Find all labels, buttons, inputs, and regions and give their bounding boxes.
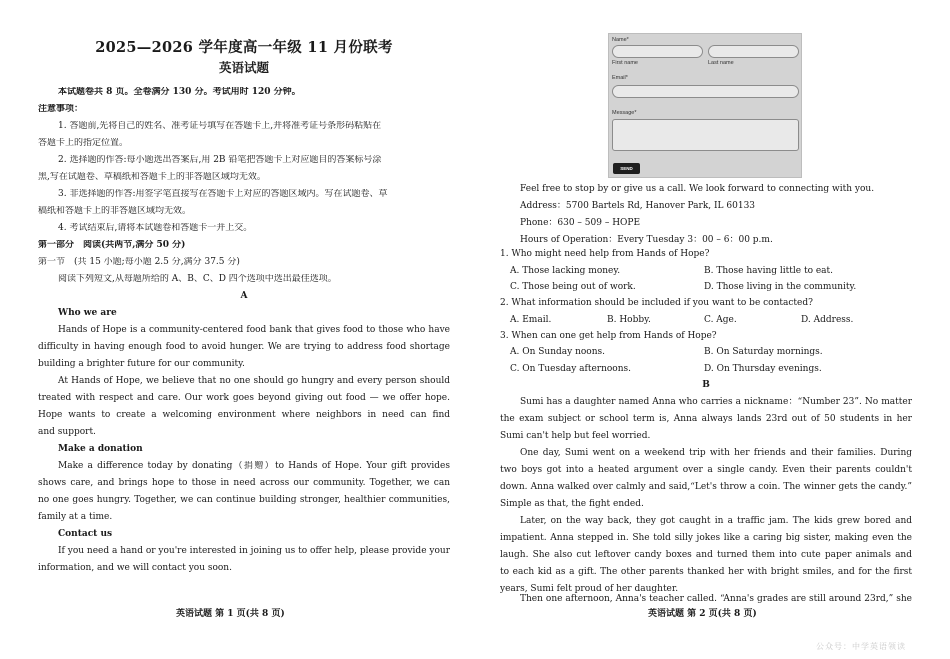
- passage-line: Simple as that, the fight ended.: [500, 499, 644, 509]
- q2-option-a: A. Email.: [510, 315, 552, 325]
- passage-line: One day, Sumi went on a weekend trip with her friends and their families. During: [520, 448, 912, 458]
- passage-line: building a brighter future for our community.: [38, 359, 245, 369]
- part-heading: 第一部分 阅读(共两节,满分 50 分): [38, 240, 186, 250]
- passage-line: Make a difference today by donating（捐赠）to Hands of Hope. Your gift provides: [58, 461, 450, 471]
- passage-line: shows care, and brings hope to those in need across our community. Together, we can: [38, 478, 450, 488]
- q1-option-a: A. Those lacking money.: [510, 266, 621, 276]
- passage-line: Later, on the way back, they got caught in a traffic jam. The kids grew bored and: [520, 516, 912, 526]
- notice-line: 2. 选择题的作答:每小题选出答案后,用 2B 铅笔把答题卡上对应题目的答案标号涂: [58, 155, 382, 165]
- passage-line: difficulty in having enough food to avoid hunger. We are trying to address food shortage: [38, 342, 450, 352]
- first-name-label: First name: [612, 60, 638, 66]
- notice-line: 黑,写在试题卷、草稿纸和答题卡上的非答题区域均无效。: [38, 172, 266, 182]
- email-label: Email*: [612, 75, 628, 81]
- passage-line: If you need a hand or you're interested in joining us to offer help, please provide your: [58, 546, 450, 556]
- name-label: Name*: [612, 37, 629, 43]
- notice-line: 答题卡上的指定位置。: [38, 138, 129, 148]
- passage-line: treated with respect and care. Our work goes beyond giving out food — we offer hope.: [38, 393, 450, 403]
- passage-line: Hope wants to create a welcoming environment where neighbors in need can find: [38, 410, 450, 420]
- question-3: 3. When can one get help from Hands of Hope?: [500, 331, 717, 341]
- last-name-field: [708, 45, 799, 58]
- passage-line: and support.: [38, 427, 96, 437]
- address-line: Address：5700 Bartels Rd, Hanover Park, IL 60133: [520, 201, 756, 211]
- passage-line: Sumi can't help but feel worried.: [500, 431, 651, 441]
- passage-line: Feel free to stop by or give us a call. We look forward to connecting with you.: [520, 184, 875, 194]
- hours-line: Hours of Operation：Every Tuesday 3：00 – 6：00 p.m.: [520, 235, 773, 245]
- section-heading: 第一节 (共 15 小题;每小题 2.5 分,满分 37.5 分): [38, 257, 240, 267]
- page-footer-1: 英语试题 第 1 页(共 8 页): [176, 609, 285, 619]
- passage-line: Then one afternoon, Anna's teacher called. “Anna's grades are still around 23rd,” she: [520, 594, 912, 604]
- passage-line: At Hands of Hope, we believe that no one should go hungry and every person should: [58, 376, 450, 386]
- exam-title: 2025—2026 学年度高一年级 11 月份联考: [95, 39, 393, 56]
- message-label: Message*: [612, 110, 637, 116]
- passage-line: laugh. She also cut leftover candy boxes and turned them into cute paper animals and: [500, 550, 912, 560]
- passage-line: the exam subject or school term is, Anna always lands 23rd out of 50 students in her: [500, 414, 912, 424]
- passage-line: information, and we will contact you soon.: [38, 563, 232, 573]
- q2-option-d: D. Address.: [801, 315, 854, 325]
- who-heading: Who we are: [58, 308, 117, 318]
- watermark: 公众号：中学英语领读: [816, 642, 906, 651]
- passage-line: years, Sumi felt proud of her daughter.: [500, 584, 679, 594]
- contact-heading: Contact us: [58, 529, 113, 539]
- passage-line: family at a time.: [38, 512, 113, 522]
- first-name-field: [612, 45, 703, 58]
- question-1: 1. Who might need help from Hands of Hope?: [500, 249, 710, 259]
- q1-option-b: B. Those having little to eat.: [704, 266, 834, 276]
- exam-intro: 本试题卷共 8 页。全卷满分 130 分。考试用时 120 分钟。: [58, 87, 301, 97]
- message-field: [612, 119, 799, 151]
- passage-line: Sumi has a daughter named Anna who carries a nickname：“Number 23”. No matter: [520, 397, 912, 407]
- passage-line: Hands of Hope is a community-centered food bank that gives food to those who have: [58, 325, 450, 335]
- q3-option-b: B. On Saturday mornings.: [704, 347, 823, 357]
- page-footer-2: 英语试题 第 2 页(共 8 页): [648, 609, 757, 619]
- passage-line: impatient. Anna stepped in. She told silly jokes like a caring big sister, making even the: [500, 533, 912, 543]
- q3-option-c: C. On Tuesday afternoons.: [510, 364, 631, 374]
- q3-option-d: D. On Thursday evenings.: [704, 364, 822, 374]
- passage-line: down. Anna walked over calmly and said,“Let's throw a coin. The winner gets the candy.”: [500, 482, 912, 492]
- last-name-label: Last name: [708, 60, 734, 66]
- notice-line: 4. 考试结束后,请将本试题卷和答题卡一并上交。: [58, 223, 253, 233]
- notice-line: 1. 答题前,先将自己的姓名、准考证号填写在答题卡上,并将准考证号条形码粘贴在: [58, 121, 382, 131]
- passage-letter-a: A: [240, 291, 248, 301]
- passage-line: no one goes hungry. Together, we can continue building stronger, healthier communities,: [38, 495, 450, 505]
- contact-form-image: [608, 33, 802, 178]
- phone-line: Phone：630 – 509 – HOPE: [520, 218, 641, 228]
- q1-option-c: C. Those being out of work.: [510, 282, 636, 292]
- q2-option-c: C. Age.: [704, 315, 737, 325]
- send-button: SEND: [613, 163, 640, 174]
- notice-line: 稿纸和答题卡上的非答题区域均无效。: [38, 206, 192, 216]
- q1-option-d: D. Those living in the community.: [704, 282, 857, 292]
- question-2: 2. What information should be included if you want to be contacted?: [500, 298, 813, 308]
- passage-line: two boys got into a heated argument over a single candy. Even their parents couldn't: [500, 465, 912, 475]
- notice-heading: 注意事项：: [38, 104, 84, 114]
- email-field: [612, 85, 799, 98]
- notice-line: 3. 非选择题的作答:用签字笔直接写在答题卡上对应的答题区域内。写在试题卷、草: [58, 189, 388, 199]
- instruction: 阅读下列短文,从每题所给的 A、B、C、D 四个选项中选出最佳选项。: [58, 274, 337, 284]
- donation-heading: Make a donation: [58, 444, 143, 454]
- q3-option-a: A. On Sunday noons.: [510, 347, 605, 357]
- passage-letter-b: B: [702, 380, 710, 390]
- exam-subtitle: 英语试题: [218, 60, 269, 75]
- passage-line: to each kid as a gift. The other parents thanked her with bright smiles, and for the first: [500, 567, 912, 577]
- q2-option-b: B. Hobby.: [607, 315, 651, 325]
